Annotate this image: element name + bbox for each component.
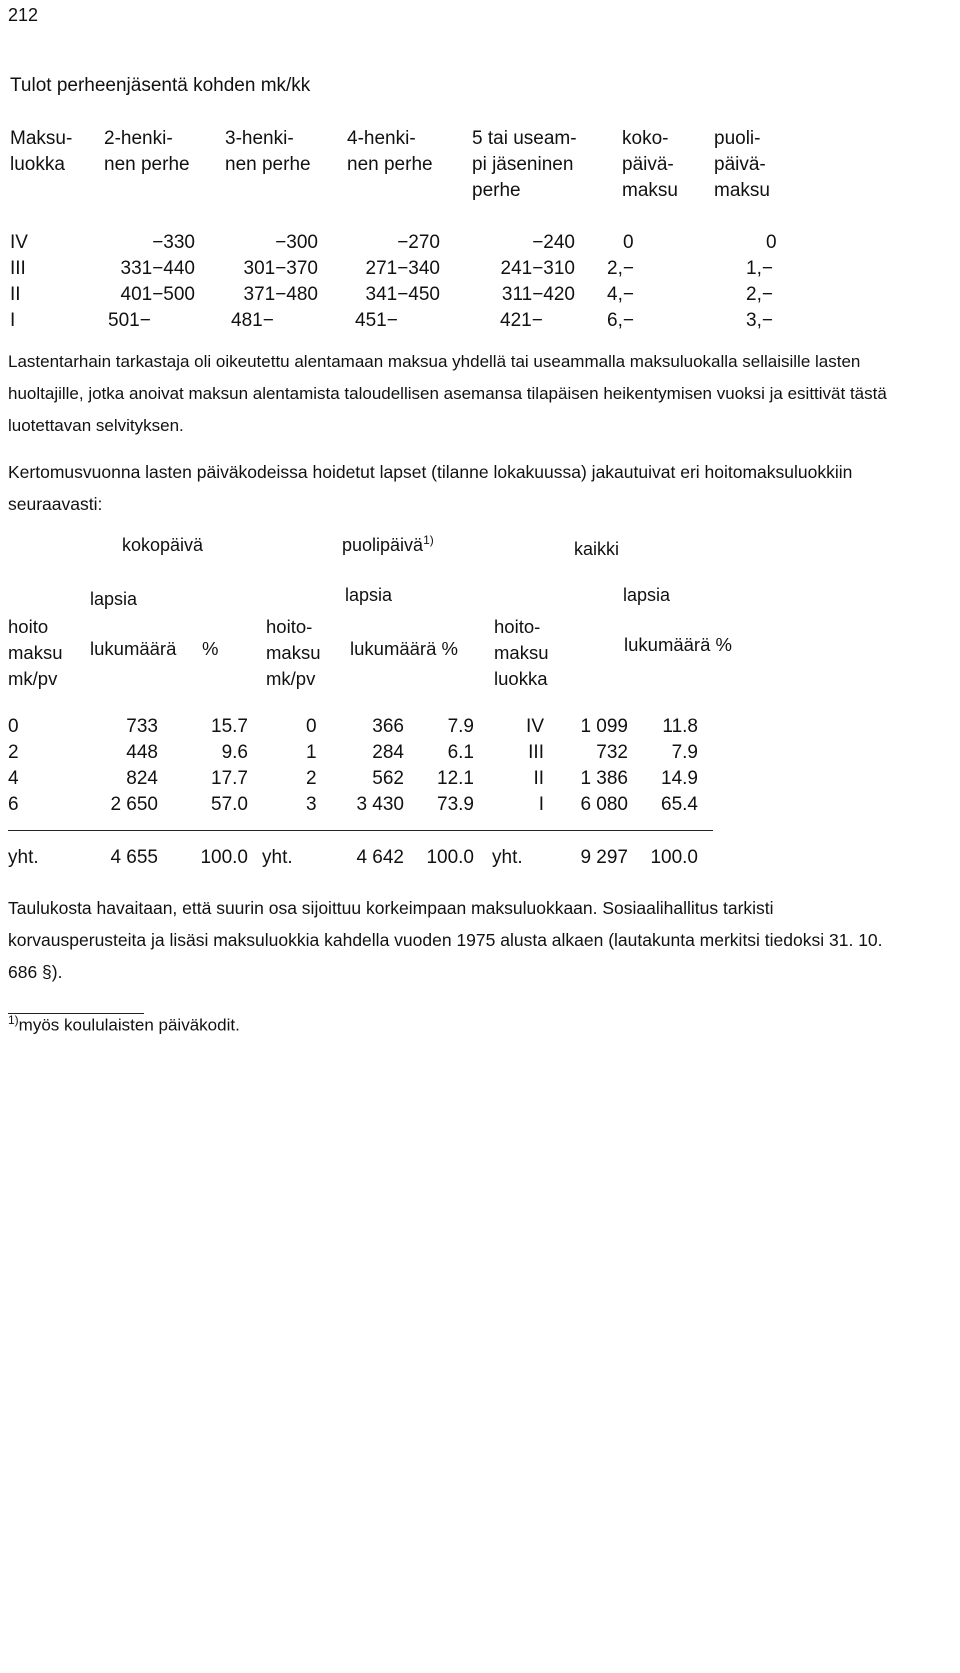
table-cell: 57.0 (211, 794, 248, 815)
table-cell: IV (526, 716, 544, 737)
table-cell: 0 (306, 716, 317, 737)
table-cell: I (538, 794, 544, 815)
table-cell: 0 (8, 716, 19, 737)
table-cell: 1 386 (580, 768, 628, 789)
page-number: 212 (8, 5, 39, 25)
table-cell: 3 (306, 794, 317, 815)
table-cell: −300 (275, 232, 318, 253)
total-pct-halfday: 100.0 (426, 847, 474, 868)
table-cell: 65.4 (661, 794, 698, 815)
group-header-all: kaikki (574, 539, 620, 559)
paragraph-distribution-intro: Kertomusvuonna lasten päiväkodeissa hoidetut lapset (tilanne lokakuussa) jakautuivat eri hoitomaksuluokkiin seuraavasti: (8, 462, 853, 514)
table-cell: 7.9 (447, 716, 474, 737)
group-header-fullday: kokopäivä (122, 535, 204, 555)
table-cell: 733 (126, 716, 158, 737)
table-cell: 1 (306, 742, 317, 763)
fee-col-3person (220, 230, 318, 334)
table-cell: 9.6 (221, 742, 248, 763)
table-cell: −270 (397, 232, 440, 253)
col-pct-all (640, 714, 698, 818)
col-count-fullday (96, 714, 158, 818)
table-cell: IV (10, 232, 28, 253)
total-label-halfday: yht. (262, 847, 293, 868)
table-cell: 284 (372, 742, 404, 763)
table-cell: 2,− (607, 258, 634, 279)
table-cell: 1,− (746, 258, 773, 279)
col-fee-fullday (8, 714, 19, 818)
col-count-all (560, 714, 628, 818)
total-pct-fullday: 100.0 (200, 847, 248, 868)
table-cell: 6,− (607, 310, 634, 331)
lapsia-label-fullday: lapsia (90, 589, 138, 609)
table-cell: 341−450 (365, 284, 440, 305)
col-header-count-pct-all: lukumäärä % (624, 634, 732, 655)
fee-header-halfday: puoli- päivä- maksu (714, 128, 770, 201)
table-cell: I (10, 310, 16, 331)
table-cell: 401−500 (120, 284, 195, 305)
table-cell: 241−310 (500, 258, 575, 279)
col-pct-fullday (190, 714, 248, 818)
table-cell: 366 (372, 716, 404, 737)
table-cell: −330 (152, 232, 195, 253)
table-cell: 7.9 (671, 742, 698, 763)
table-cell: 331−440 (120, 258, 195, 279)
col-header-fee-halfday: hoito- maksu mk/pv (266, 616, 321, 689)
table-cell: 3,− (746, 310, 773, 331)
fee-col-halfday (746, 230, 786, 334)
table-cell: 3 430 (356, 794, 404, 815)
table-cell: II (533, 768, 544, 789)
paragraph-fee-reduction: Lastentarhain tarkastaja oli oikeutettu alentamaan maksua yhdellä tai useammalla maksuluokalla sellaisille lasten huoltajille, jotka anoivat maksun alentamista taloudellisen asemansa tilapäisen heikentymisen vuoksi ja esittivät tästä luotettavan selvityksen. (8, 352, 887, 435)
table-cell: 451− (355, 310, 398, 331)
table-cell: 14.9 (661, 768, 698, 789)
fee-header-2person: 2-henki- nen perhe (104, 128, 190, 175)
table-cell: 6.1 (447, 742, 474, 763)
page-title: Tulot perheenjäsentä kohden mk/kk (10, 75, 311, 96)
fee-col-fullday (607, 230, 647, 334)
col-class-all (500, 714, 544, 818)
table-cell: 2 (8, 742, 19, 763)
col-header-count-pct-halfday: lukumäärä % (350, 638, 458, 659)
total-count-all: 9 297 (580, 847, 628, 868)
fee-header-5person: 5 tai useam- pi jäseninen perhe (472, 128, 577, 201)
table-cell: 11.8 (662, 716, 698, 737)
table-cell: III (10, 258, 26, 279)
fee-header-3person: 3-henki- nen perhe (225, 128, 311, 175)
table-cell: 421− (500, 310, 543, 331)
table-cell: 481− (231, 310, 274, 331)
fee-header-4person: 4-henki- nen perhe (347, 128, 433, 175)
table-cell: 73.9 (437, 794, 474, 815)
total-pct-all: 100.0 (650, 847, 698, 868)
table-cell: II (10, 284, 21, 305)
footnote: $^{1)}$myös koululaisten päiväkodit. (8, 1013, 240, 1035)
col-pct-halfday (416, 714, 474, 818)
fee-col-4person (340, 230, 440, 334)
table-cell: 4,− (607, 284, 634, 305)
total-count-halfday: 4 642 (356, 847, 404, 868)
total-label-fullday: yht. (8, 847, 39, 868)
total-label-all: yht. (492, 847, 523, 868)
lapsia-label-all: lapsia (623, 585, 671, 605)
col-header-pct-fullday: % (202, 638, 219, 659)
col-count-halfday (340, 714, 404, 818)
col-header-fee-fullday: hoito maksu mk/pv (8, 616, 63, 689)
fee-header-fullday: koko- päivä- maksu (622, 128, 678, 201)
table-cell: 2 650 (110, 794, 158, 815)
table-cell: III (528, 742, 544, 763)
table-cell: 1 099 (580, 716, 628, 737)
table-cell: 17.7 (211, 768, 248, 789)
table-cell: 6 080 (580, 794, 628, 815)
table-cell: −240 (532, 232, 575, 253)
col-header-class-all: hoito- maksu luokka (494, 616, 549, 689)
fee-header-class: Maksu- luokka (10, 128, 73, 175)
paragraph-conclusion: Taulukosta havaitaan, että suurin osa sijoittuu korkeimpaan maksuluokkaan. Sosiaalihallitus tarkisti korvausperusteita ja lisäsi maksuluokkia kahdella vuoden 1975 alusta alkaen (lautakunta merkitsi tiedoksi 31. 10. 686 §). (8, 898, 883, 982)
col-header-count-fullday: lukumäärä (90, 638, 177, 659)
table-cell: 6 (8, 794, 19, 815)
table-cell: 4 (8, 768, 19, 789)
table-cell: 2,− (746, 284, 773, 305)
table-cell: 271−340 (365, 258, 440, 279)
table-cell: 824 (126, 768, 158, 789)
fee-col-class (10, 230, 28, 334)
table-cell: 371−480 (243, 284, 318, 305)
group-header-halfday: puolipäivä$^{1)}$ (342, 533, 434, 555)
fee-col-2person (92, 230, 195, 334)
table-cell: 301−370 (243, 258, 318, 279)
table-cell: 448 (126, 742, 158, 763)
table-cell: 501− (108, 310, 151, 331)
lapsia-label-halfday: lapsia (345, 585, 393, 605)
col-fee-halfday (306, 714, 317, 818)
table-cell: 562 (372, 768, 404, 789)
table-cell: 15.7 (211, 716, 248, 737)
fee-col-5person (470, 230, 575, 334)
table-cell: 0 (623, 232, 634, 253)
table-cell: 0 (766, 232, 777, 253)
total-divider (8, 830, 713, 831)
table-cell: 732 (596, 742, 628, 763)
table-cell: 2 (306, 768, 317, 789)
table-cell: 311−420 (501, 284, 575, 305)
table-cell: 12.1 (437, 768, 474, 789)
total-count-fullday: 4 655 (110, 847, 158, 868)
